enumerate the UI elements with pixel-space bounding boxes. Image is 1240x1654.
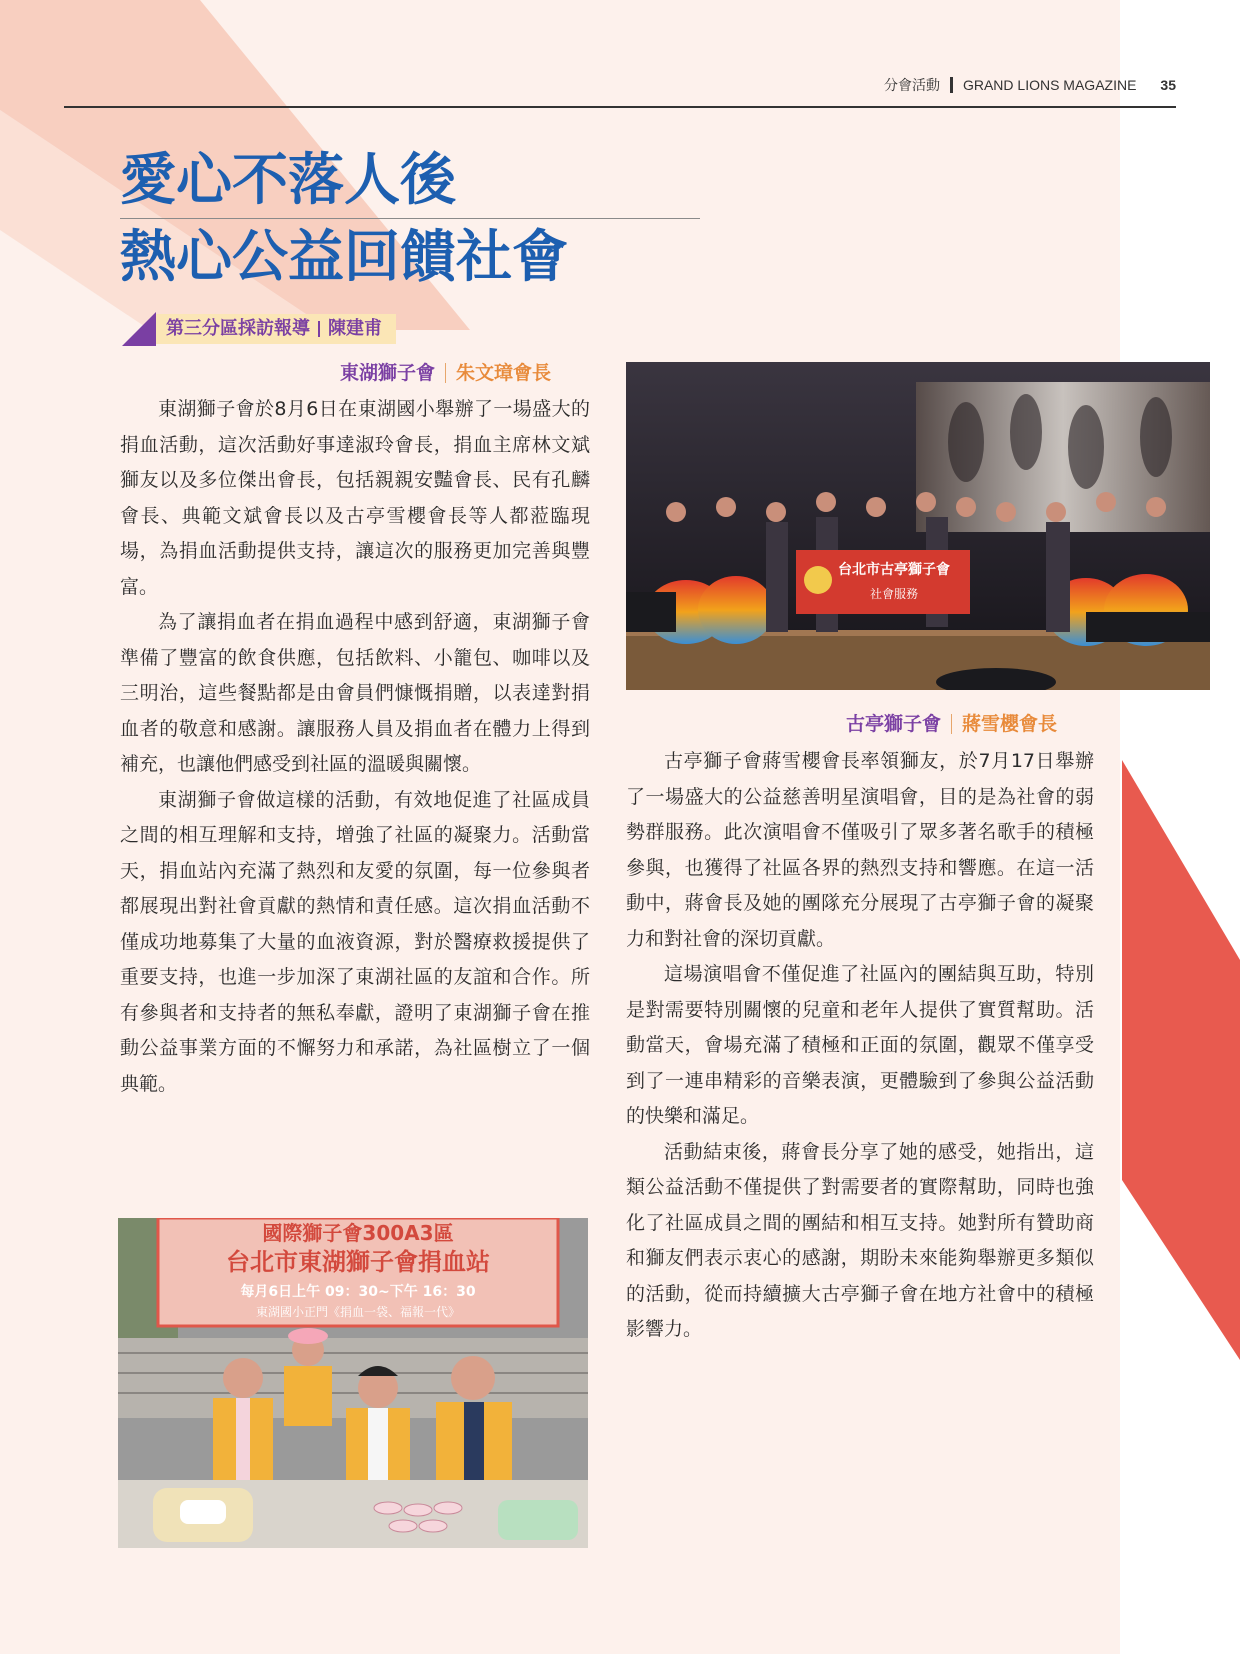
concert-banner-line-1: 台北市古亭獅子會 — [838, 562, 950, 578]
byline-label: 第三分區採訪報導 — [166, 318, 310, 339]
left-club-name: 東湖獅子會 — [340, 362, 436, 384]
right-person-name: 蔣雪櫻會長 — [962, 713, 1058, 735]
byline-separator — [318, 321, 320, 337]
header-separator — [950, 77, 953, 93]
right-column-text — [626, 744, 1094, 1348]
right-section-heading — [846, 711, 1057, 737]
left-column-text — [120, 392, 590, 1102]
blood-donation-photo — [118, 1218, 588, 1548]
left-section-heading — [340, 360, 551, 386]
left-paragraph-2: 為了讓捐血者在捐血過程中感到舒適，東湖獅子會準備了豐富的飲食供應，包括飲料、小籠包、咖啡以及三明治，這些餐點都是由會員們慷慨捐贈，以表達對捐血者的敬意和感謝。讓服務人員及捐血者在體力上得到補充，也讓他們感受到社區的溫暖與關懷。 — [120, 611, 590, 775]
right-paragraph-3: 活動結束後，蔣會長分享了她的感受，她指出，這類公益活動不僅提供了對需要者的實際幫助，同時也強化了社區成員之間的團結和相互支持。她對所有贊助商和獅友們表示衷心的感謝，期盼未來能夠舉辦更多類似的活動，從而持續擴大古亭獅子會在地方社會中的積極影響力。 — [626, 1140, 1094, 1340]
header-magazine: GRAND LIONS MAGAZINE — [962, 77, 1137, 93]
right-club-name: 古亭獅子會 — [846, 713, 942, 735]
running-header — [64, 64, 1176, 108]
header-section: 分會活動 — [883, 77, 940, 93]
left-heading-separator — [445, 363, 446, 383]
right-paragraph-1: 古亭獅子會蔣雪櫻會長率領獅友，於7月17日舉辦了一場盛大的公益慈善明星演唱會，目的是為社會的弱勢群服務。此次演唱會不僅吸引了眾多著名歌手的積極參與，也獲得了社區各界的熱烈支持和響應。在這一活動中，蔣會長及她的團隊充分展現了古亭獅子會的凝聚力和對社會的深切貢獻。 — [626, 750, 1094, 950]
concert-photo — [626, 362, 1210, 690]
blood-banner-line-4: 東湖國小正門《捐血一袋、福報一代》 — [255, 1305, 461, 1319]
right-paragraph-2: 這場演唱會不僅促進了社區內的團結與互助，特別是對需要特別關懷的兒童和老年人提供了實質幫助。活動當天，會場充滿了積極和正面的氛圍，觀眾不僅享受到了一連串精彩的音樂表演，更體驗到了參與公益活動的快樂和滿足。 — [626, 963, 1094, 1127]
page-number: 35 — [1160, 77, 1176, 93]
right-heading-separator — [951, 714, 952, 734]
byline-author: 陳建甫 — [328, 318, 382, 339]
article-title — [120, 148, 700, 291]
blood-banner-line-3: 每月6日上午 09：30~下午 16：30 — [240, 1284, 476, 1300]
left-paragraph-3: 東湖獅子會做這樣的活動，有效地促進了社區成員之間的相互理解和支持，增強了社區的凝聚力。活動當天，捐血站內充滿了熱烈和友愛的氛圍，每一位參與者都展現出對社會貢獻的熱情和責任感。這次捐血活動不僅成功地募集了大量的血液資源，對於醫療救援提供了重要支持，也進一步加深了東湖社區的友誼和合作。所有參與者和支持者的無私奉獻，證明了東湖獅子會在推動公益事業方面的不懈努力和承諾，為社區樹立了一個典範。 — [120, 788, 590, 1095]
blood-banner-line-2: 台北市東湖獅子會捐血站 — [226, 1248, 490, 1276]
byline — [122, 312, 472, 346]
left-paragraph-1: 東湖獅子會於8月6日在東湖國小舉辦了一場盛大的捐血活動，這次活動好事達淑玲會長，捐血主席林文斌獅友以及多位傑出會長，包括親親安豔會長、民有孔麟會長、典範文斌會長以及古亭雪櫻會長等人都蒞臨現場，為捐血活動提供支持，讓這次的服務更加完善與豐富。 — [120, 398, 590, 598]
title-line-1: 愛心不落人後 — [120, 148, 700, 219]
decorative-red-triangle — [1100, 760, 1240, 1360]
concert-banner-line-2: 社會服務 — [869, 587, 919, 601]
title-line-2: 熱心公益回饋社會 — [120, 225, 568, 290]
blood-banner-line-1: 國際獅子會300A3區 — [262, 1221, 454, 1245]
byline-triangle-icon — [122, 312, 156, 346]
byline-band — [156, 314, 396, 344]
left-person-name: 朱文璋會長 — [456, 362, 552, 384]
